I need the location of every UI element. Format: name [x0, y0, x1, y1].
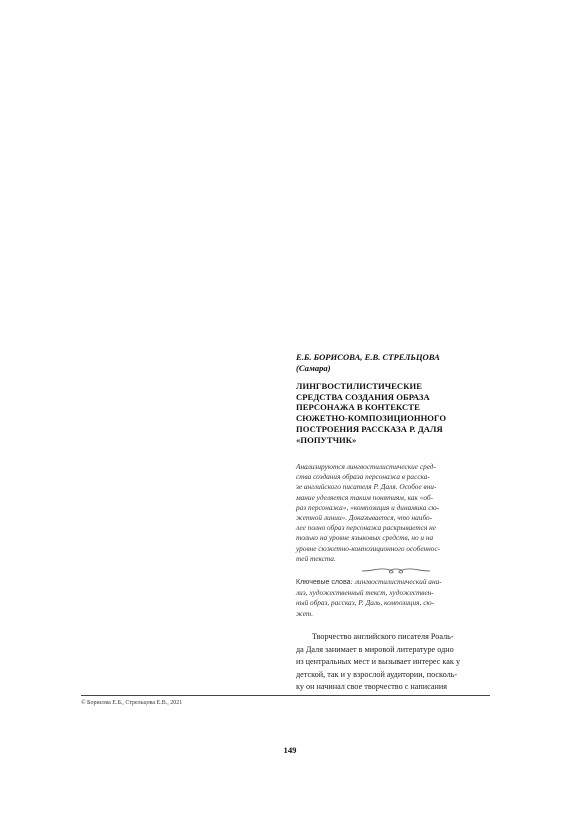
page-number: 149: [283, 745, 297, 755]
keywords-line: лиз, художественный текст, художествен-: [296, 588, 434, 598]
title-line: ЛИНГВОСТИЛИСТИЧЕСКИЕ: [296, 381, 422, 391]
abstract-line: раз персонажа», «композиция и динамика сю-: [296, 502, 440, 512]
author-block: [296, 352, 496, 374]
body-line: Творчество английского писателя Роаль-: [312, 632, 454, 641]
title-line: ПОСТРОЕНИЯ РАССКАЗА Р. ДАЛЯ: [296, 423, 443, 434]
body-line: из центральных мест и вызывает интерес как у: [296, 657, 461, 666]
abstract-line: Анализируются лингвостилистические сред-: [296, 462, 436, 471]
keywords-label: Ключевые слова: [296, 579, 351, 586]
abstract-line: тей текста.: [296, 553, 336, 563]
abstract-line: ства создания образа персонажа в расска-: [296, 472, 430, 482]
ornament-divider-icon: [360, 563, 432, 573]
title-line: СРЕДСТВА СОЗДАНИЯ ОБРАЗА: [296, 391, 430, 402]
title-line: ПЕРСОНАЖА В КОНТЕКСТЕ: [296, 402, 420, 413]
keywords-line: жет.: [296, 608, 314, 618]
copyright-notice: © Борисова Е.Б., Стрельцова Е.В., 2021: [81, 700, 183, 706]
title-line: СЮЖЕТНО-КОМПОЗИЦИОННОГО: [296, 413, 447, 424]
keywords-block: [296, 577, 496, 619]
body-line: да Даля занимает в мировой литературе одно: [296, 644, 454, 654]
abstract-line: уровне сюжетно-композиционного особеннос-: [296, 543, 441, 553]
body-line: детской, так и у взрослой аудитории, посколь-: [296, 669, 458, 679]
author-city: (Самара): [296, 363, 331, 373]
article-title: [296, 381, 496, 445]
title-line: «ПОПУТЧИК»: [296, 434, 357, 445]
keywords-line: ный образ, рассказ, Р. Даль, композиция, сю-: [296, 598, 435, 608]
abstract-line: мание уделяется таким понятиям, как «об-: [296, 492, 434, 502]
keywords-text: : лингвостилистический ана-: [350, 577, 442, 586]
abstract-line: лее полно образ персонажа раскрывается не: [296, 523, 436, 533]
body-paragraph: [296, 631, 490, 694]
footnote-divider: [81, 695, 490, 696]
abstract: [296, 462, 496, 564]
body-line: ку он начинал свое творчество с написания: [296, 682, 447, 691]
author-names: Е.Б. БОРИСОВА, Е.В. СТРЕЛЬЦОВА: [296, 352, 440, 362]
abstract-line: зе английского писателя Р. Даля. Особое вни-: [296, 482, 437, 492]
abstract-line: жетной линии». Доказывается, что наибо-: [296, 513, 433, 523]
abstract-line: только на уровне языковых средств, но и на: [296, 533, 434, 543]
